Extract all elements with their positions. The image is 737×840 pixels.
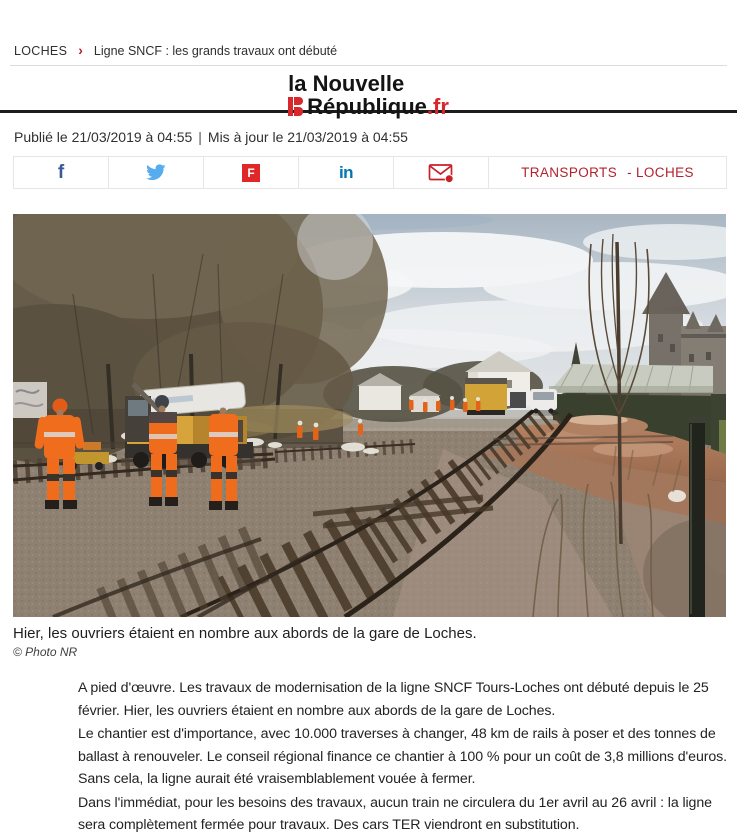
breadcrumb-section-link[interactable]: LOCHES [14, 44, 68, 58]
linkedin-icon: in [338, 162, 354, 182]
share-flipboard-button[interactable] [203, 156, 299, 189]
category-tags [488, 156, 727, 189]
paragraph-1: A pied d'œuvre. Les travaux de modernisation de la ligne SNCF Tours-Loches ont débuté depuis le 25 février. Hier, les ouvriers étaient en nombre aux abords de la gare de Loches. [78, 680, 709, 719]
nr-logo-mark-icon [288, 97, 303, 116]
updated-date: Mis à jour le 21/03/2019 à 04:55 [207, 129, 408, 145]
article-photo [13, 214, 725, 659]
logo-tld: .fr [426, 94, 449, 119]
share-facebook-button[interactable] [13, 156, 109, 189]
paragraph-3: Dans l'immédiat, pour les besoins des travaux, aucun train ne circulera du 1er avril au 26 avril : la ligne sera complètement fermée pour travaux. Des cars TER viendront en substitution. [78, 794, 712, 833]
flipboard-icon: F [242, 164, 260, 182]
railway-worksite-photo [13, 214, 726, 617]
share-email-button[interactable] [393, 156, 489, 189]
breadcrumb-chevron-icon: › [78, 42, 83, 58]
category-loches-link[interactable]: LOCHES [636, 165, 694, 180]
meta-separator: | [198, 129, 202, 145]
share-toolbar [13, 156, 727, 189]
breadcrumb [0, 0, 737, 65]
paragraph-2: Le chantier est d'importance, avec 10.000 traverses à changer, 48 km de rails à poser et des tonnes de ballast à renouveler. Le conseil régional finance ce chantier à 100 % pour un coût de 3,8 millions d'euros. Sans cela, la ligne aurait été vraisemblablement vouée à fermer. [78, 726, 727, 787]
article-body [78, 677, 733, 837]
photo-caption: Hier, les ouvriers étaient en nombre aux abords de la gare de Loches. [13, 625, 477, 642]
breadcrumb-current-page: Ligne SNCF : les grands travaux ont débuté [93, 44, 338, 58]
logo-line2-text: République [307, 94, 427, 119]
share-linkedin-button[interactable] [298, 156, 394, 189]
published-date: Publié le 21/03/2019 à 04:55 [14, 129, 193, 145]
logo-line1: la Nouvelle [288, 71, 405, 96]
email-icon [428, 163, 454, 183]
graffiti-hut [13, 382, 47, 418]
signal-pole [687, 417, 707, 617]
masthead [0, 66, 737, 119]
twitter-icon [146, 164, 166, 181]
nr-logo[interactable] [288, 71, 449, 119]
white-van [527, 389, 559, 416]
category-transports-link[interactable]: TRANSPORTS [521, 165, 618, 180]
facebook-icon: f [57, 161, 65, 183]
photo-credit: © Photo NR [13, 645, 78, 659]
category-separator: - [627, 165, 632, 180]
share-twitter-button[interactable] [108, 156, 204, 189]
